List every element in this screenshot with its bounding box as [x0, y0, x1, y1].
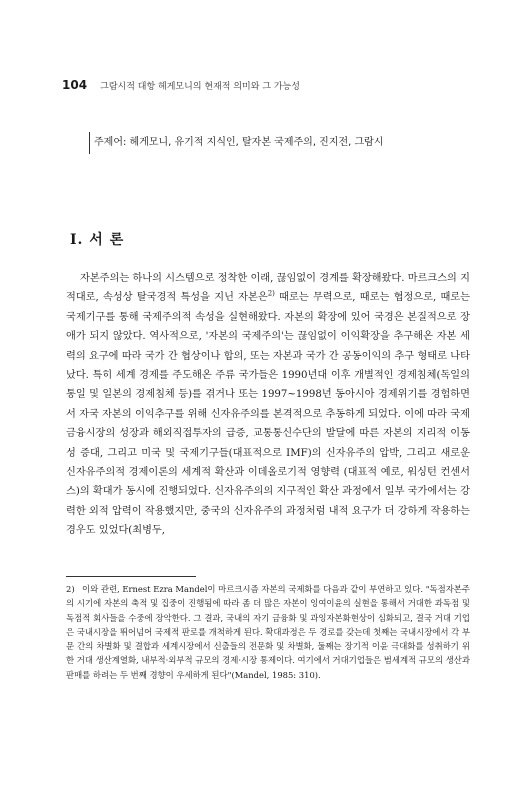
footnote-mark: 2)	[66, 584, 75, 594]
section-heading: Ⅰ. 서 론	[70, 232, 125, 248]
footnote-text: 이와 관련, Ernest Ezra Mandel이 마르크시즘 자본의 국제화를 다음과 같이 부연하고 있다. "독점자본주의 시기에 자본의 축적 및 집중이 진행됨에 따라 좀 더 많은 자본이 잉여이윤의 실현을 통해서 거대한 과독점 및 독점적 회사들을 수중에 장악한다. 그 결과, 국내의 자기 금융화 및 과잉자본화현상이 심화되고, 결국 거대 기업은 국내시장을 뛰어넘어 국제적 판로를 개척하게 된다. 확대과정은 두 경로를 갖는데 첫째는 국내시장에서 각 부문 간의 차별화 및 결합과 세계시장에서 신출들의 전문화 및 차별화, 둘째는 장기적 이윤 극대화를 성취하기 위한 거대 생산계열화, 내부적·외부적 규모의 경제·시장 통제이다. 여기에서 거대기업들은 범세계적 규모의 생산과 판매를 하려는 두 번째 경향이 우세하게 된다"(Mandel, 1985: 310).	[66, 584, 470, 680]
footnote	[66, 582, 470, 682]
running-header-title: 그람시적 대항 헤게모니의 현재적 의미와 그 가능성	[100, 82, 300, 92]
body-text-part2: 때로는 무력으로, 때로는 협정으로, 때로는 국제기구를 통해 국제주의적 속성을 실현해왔다. 자본의 확장에 있어 국경은 본질적으로 장애가 되지 않았다. 역사적으로, '자본의 국제주의'는 끊임없이 이익확장을 추구해온 자본 세력의 요구에 따라 국가 간 협상이나 합의, 또는 자본과 국가 간 공동이익의 추구 형태로 나타났다. 특히 세계 경제를 주도해온 주류 국가들은 1990년대 이후 개별적인 경제침체(독일의 통일 및 일본의 경제침체 등)를 겪거나 또는 1997~1998년 동아시아 경제위기를 경험하면서 자국 자본의 이익추구를 위해 신자유주의를 본격적으로 추동하게 되었다. 이에 따라 국제금융시장의 성장과 해외직접투자의 급증, 교통통신수단의 발달에 따른 자본의 지리적 이동성 증대, 그리고 미국 및 국제기구들(대표적으로 IMF)의 신자유주의 압박, 그리고 새로운 신자유주의적 경제이론의 세계적 확산과 이데올로기적 영향력 (대표적 예로, 워싱턴 컨센서스)의 확대가 동시에 진행되었다. 신자유주의의 지구적인 확산 과정에서 일부 국가에서는 강력한 외적 압력이 작용했지만, 중국의 신자유주의 과정처럼 내적 요구가 더 강하게 작용하는 경우도 있었다(최병두,	[66, 292, 470, 537]
keywords: 주제어: 헤게모니, 유기적 지식인, 탈자본 국제주의, 진지전, 그람시	[89, 132, 494, 154]
footnote-reference: 2)	[267, 290, 275, 299]
body-text-part1: 자본주의는 하나의 시스템으로 정착한 이래, 끊임없이 경계를 확장해왔다. 마르크스의 지적대로, 속성상 탈국경적 특성을 지닌 자본은	[66, 273, 470, 304]
body-paragraph	[66, 269, 470, 541]
footnote-divider	[66, 576, 196, 577]
page-number: 104	[62, 78, 88, 92]
body-text	[66, 269, 470, 541]
running-header	[62, 74, 482, 93]
